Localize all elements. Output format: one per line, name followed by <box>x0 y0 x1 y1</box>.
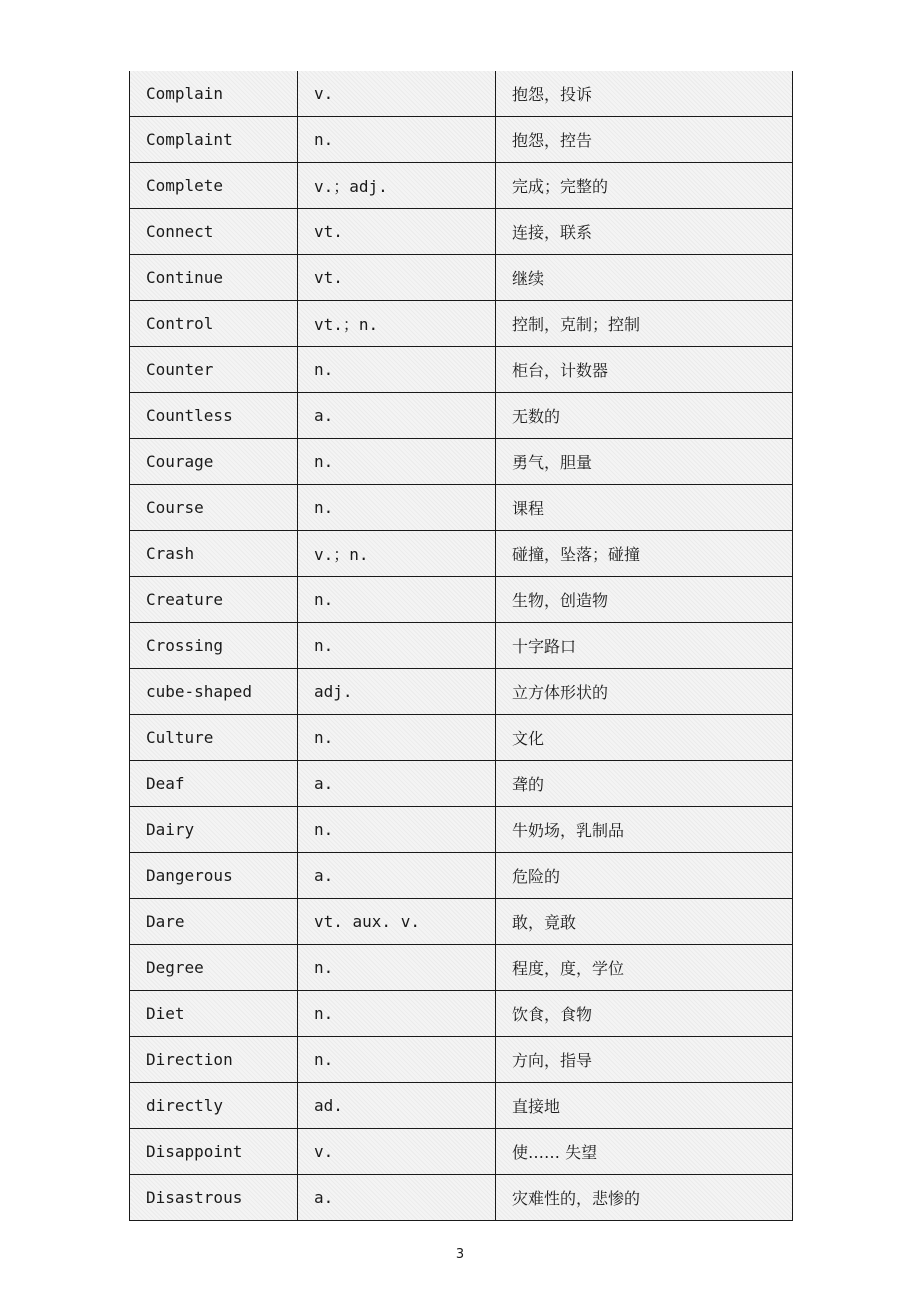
part-of-speech-cell: n. <box>298 1037 496 1083</box>
part-of-speech-cell: adj. <box>298 669 496 715</box>
table-row <box>130 209 793 255</box>
meaning-cell: 碰撞，坠落；碰撞 <box>496 531 793 577</box>
word-cell: Dangerous <box>130 853 298 899</box>
table-row <box>130 347 793 393</box>
part-of-speech-cell: v. <box>298 1129 496 1175</box>
meaning-cell: 勇气，胆量 <box>496 439 793 485</box>
table-row <box>130 393 793 439</box>
word-cell: Culture <box>130 715 298 761</box>
meaning-cell: 继续 <box>496 255 793 301</box>
table-row <box>130 577 793 623</box>
part-of-speech-cell: a. <box>298 853 496 899</box>
word-cell: Disappoint <box>130 1129 298 1175</box>
word-cell: Deaf <box>130 761 298 807</box>
page-number: 3 <box>455 1247 465 1262</box>
meaning-cell: 危险的 <box>496 853 793 899</box>
word-cell: Control <box>130 301 298 347</box>
meaning-cell: 敢，竟敢 <box>496 899 793 945</box>
part-of-speech-cell: vt.；n. <box>298 301 496 347</box>
part-of-speech-cell: n. <box>298 807 496 853</box>
word-cell: Degree <box>130 945 298 991</box>
table-row <box>130 715 793 761</box>
part-of-speech-cell: n. <box>298 945 496 991</box>
meaning-cell: 抱怨，投诉 <box>496 71 793 117</box>
table-row <box>130 991 793 1037</box>
word-cell: Course <box>130 485 298 531</box>
word-cell: Countless <box>130 393 298 439</box>
part-of-speech-cell: vt. <box>298 255 496 301</box>
part-of-speech-cell: vt. aux. v. <box>298 899 496 945</box>
table-row <box>130 1175 793 1221</box>
meaning-cell: 灾难性的，悲惨的 <box>496 1175 793 1221</box>
word-cell: Complaint <box>130 117 298 163</box>
part-of-speech-cell: n. <box>298 439 496 485</box>
meaning-cell: 饮食，食物 <box>496 991 793 1037</box>
part-of-speech-cell: a. <box>298 1175 496 1221</box>
vocabulary-table <box>129 71 793 1221</box>
word-cell: Crash <box>130 531 298 577</box>
part-of-speech-cell: a. <box>298 393 496 439</box>
table-row <box>130 301 793 347</box>
vocabulary-table-body <box>130 71 793 1221</box>
word-cell: Continue <box>130 255 298 301</box>
word-cell: directly <box>130 1083 298 1129</box>
part-of-speech-cell: a. <box>298 761 496 807</box>
word-cell: Complete <box>130 163 298 209</box>
meaning-cell: 使…… 失望 <box>496 1129 793 1175</box>
table-row <box>130 1037 793 1083</box>
table-row <box>130 255 793 301</box>
meaning-cell: 立方体形状的 <box>496 669 793 715</box>
meaning-cell: 生物，创造物 <box>496 577 793 623</box>
table-row <box>130 485 793 531</box>
table-row <box>130 163 793 209</box>
meaning-cell: 十字路口 <box>496 623 793 669</box>
part-of-speech-cell: v.；n. <box>298 531 496 577</box>
table-row <box>130 71 793 117</box>
word-cell: Creature <box>130 577 298 623</box>
meaning-cell: 抱怨，控告 <box>496 117 793 163</box>
meaning-cell: 无数的 <box>496 393 793 439</box>
part-of-speech-cell: n. <box>298 485 496 531</box>
part-of-speech-cell: n. <box>298 991 496 1037</box>
word-cell: Complain <box>130 71 298 117</box>
table-row <box>130 439 793 485</box>
table-row <box>130 899 793 945</box>
meaning-cell: 完成；完整的 <box>496 163 793 209</box>
part-of-speech-cell: v.；adj. <box>298 163 496 209</box>
table-row <box>130 1129 793 1175</box>
table-row <box>130 853 793 899</box>
word-cell: cube-shaped <box>130 669 298 715</box>
word-cell: Dairy <box>130 807 298 853</box>
meaning-cell: 直接地 <box>496 1083 793 1129</box>
meaning-cell: 程度，度，学位 <box>496 945 793 991</box>
part-of-speech-cell: n. <box>298 577 496 623</box>
table-row <box>130 531 793 577</box>
word-cell: Dare <box>130 899 298 945</box>
word-cell: Diet <box>130 991 298 1037</box>
word-cell: Disastrous <box>130 1175 298 1221</box>
table-row <box>130 761 793 807</box>
part-of-speech-cell: ad. <box>298 1083 496 1129</box>
word-cell: Counter <box>130 347 298 393</box>
part-of-speech-cell: n. <box>298 347 496 393</box>
word-cell: Crossing <box>130 623 298 669</box>
word-cell: Direction <box>130 1037 298 1083</box>
meaning-cell: 课程 <box>496 485 793 531</box>
meaning-cell: 牛奶场，乳制品 <box>496 807 793 853</box>
part-of-speech-cell: vt. <box>298 209 496 255</box>
part-of-speech-cell: n. <box>298 117 496 163</box>
meaning-cell: 方向，指导 <box>496 1037 793 1083</box>
word-cell: Courage <box>130 439 298 485</box>
meaning-cell: 文化 <box>496 715 793 761</box>
part-of-speech-cell: n. <box>298 623 496 669</box>
meaning-cell: 聋的 <box>496 761 793 807</box>
table-row <box>130 669 793 715</box>
part-of-speech-cell: v. <box>298 71 496 117</box>
meaning-cell: 柜台，计数器 <box>496 347 793 393</box>
table-row <box>130 945 793 991</box>
table-row <box>130 807 793 853</box>
part-of-speech-cell: n. <box>298 715 496 761</box>
meaning-cell: 连接，联系 <box>496 209 793 255</box>
meaning-cell: 控制，克制；控制 <box>496 301 793 347</box>
table-row <box>130 117 793 163</box>
table-row <box>130 1083 793 1129</box>
table-row <box>130 623 793 669</box>
word-cell: Connect <box>130 209 298 255</box>
